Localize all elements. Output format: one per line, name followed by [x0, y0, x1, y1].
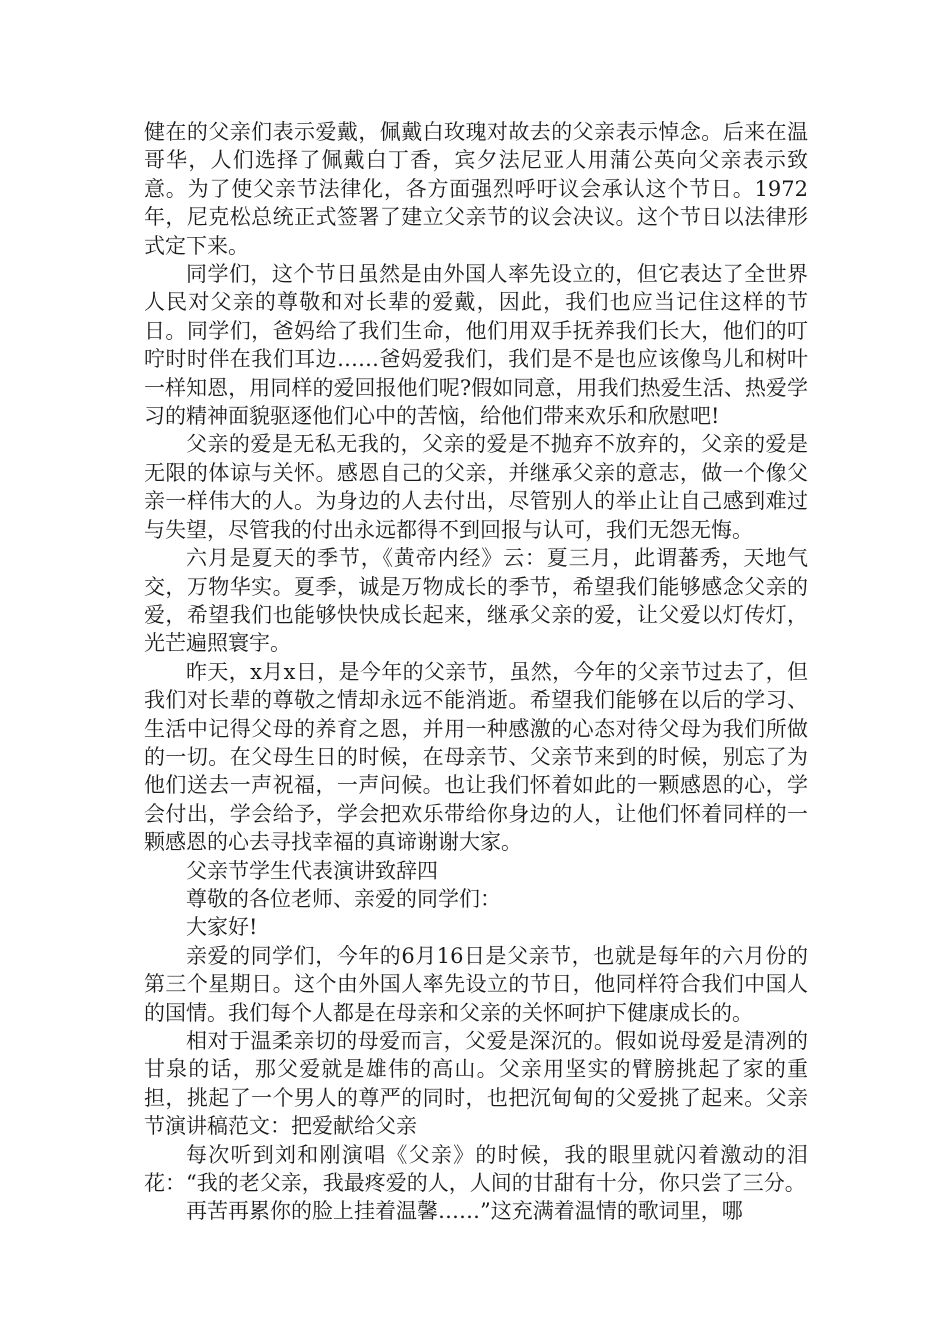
paragraph-12: 再苦再累你的脸上挂着温馨……”这充满着温情的歌词里，哪 [186, 1199, 743, 1224]
salutation: 尊敬的各位老师、亲爱的同学们： [186, 886, 501, 911]
speech-title: 父亲节学生代表演讲致辞四 [186, 858, 438, 883]
paragraph-1: 健在的父亲们表示爱戴，佩戴白玫瑰对故去的父亲表示悼念。后来在温哥华，人们选择了佩戴白丁香，宾夕法尼亚人用蒲公英向父亲表示致意。为了使父亲节法律化，各方面强烈呼吁议会承认这个节日。1972年，尼克松总统正式签署了建立父亲节的议会决议。这个节日以法律形式定下来。 [144, 120, 808, 258]
paragraph-5: 昨天，x月x日，是今年的父亲节，虽然，今年的父亲节过去了，但我们对长辈的尊敬之情却永远不能消逝。希望我们能够在以后的学习、生活中记得父母的养育之恩，并用一种感激的心态对待父母为我们所做的一切。在父母生日的时候，在母亲节、父亲节来到的时候，别忘了为他们送去一声祝福，一声问候。也让我们怀着如此的一颗感恩的心，学会付出，学会给予，学会把欢乐带给你身边的人，让他们怀着同样的一颗感恩的心去寻找幸福的真谛谢谢大家。 [144, 659, 808, 855]
document-body [144, 118, 808, 1226]
paragraph-10: 相对于温柔亲切的母爱而言，父爱是深沉的。假如说母爱是清冽的甘泉的话，那父爱就是雄伟的高山。父亲用坚实的臂膀挑起了家的重担，挑起了一个男人的尊严的同时，也把沉甸甸的父爱挑了起来。父亲节演讲稿范文：把爱献给父亲 [144, 1029, 808, 1139]
paragraph-9: 亲爱的同学们，今年的6月16日是父亲节，也就是每年的六月份的第三个星期日。这个由外国人率先设立的节日，他同样符合我们中国人的国情。我们每个人都是在母亲和父亲的关怀呵护下健康成长的。 [144, 943, 808, 1025]
paragraph-2: 同学们，这个节日虽然是由外国人率先设立的，但它表达了全世界人民对父亲的尊敬和对长辈的爱戴，因此，我们也应当记住这样的节日。同学们，爸妈给了我们生命，他们用双手抚养我们长大，他们的叮咛时时伴在我们耳边……爸妈爱我们，我们是不是也应该像鸟儿和树叶一样知恩，用同样的爱回报他们呢?假如同意，用我们热爱生活、热爱学习的精神面貌驱逐他们心中的苦恼，给他们带来欢乐和欣慰吧! [144, 262, 808, 429]
paragraph-11: 每次听到刘和刚演唱《父亲》的时候，我的眼里就闪着激动的泪花：“我的老父亲，我最疼爱的人，人间的甘甜有十分，你只尝了三分。 [144, 1142, 808, 1196]
paragraph-4: 六月是夏天的季节，《黄帝内经》云：夏三月，此谓蕃秀，天地气交，万物华实。夏季，诚是万物成长的季节，希望我们能够感念父亲的爱，希望我们也能够快快成长起来，继承父亲的爱，让父爱以灯传灯，光芒遍照寰宇。 [144, 546, 808, 656]
paragraph-3: 父亲的爱是无私无我的，父亲的爱是不抛弃不放弃的，父亲的爱是无限的体谅与关怀。感恩自己的父亲，并继承父亲的意志，做一个像父亲一样伟大的人。为身边的人去付出，尽管别人的举止让自己感到难过与失望，尽管我的付出永远都得不到回报与认可，我们无怨无悔。 [144, 432, 808, 542]
greeting: 大家好! [186, 915, 258, 940]
